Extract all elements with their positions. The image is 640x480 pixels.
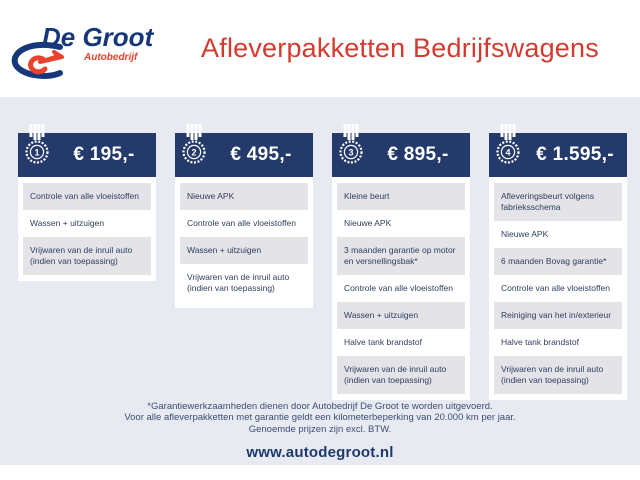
package-item: Afleveringsbeurt volgens fabrieksschema <box>494 183 622 221</box>
package-cards <box>0 133 640 400</box>
package-body <box>489 177 627 400</box>
package-item: Kleine beurt <box>337 183 465 210</box>
package-card-3 <box>332 133 470 400</box>
package-card-4 <box>489 133 627 400</box>
footer-note-line: Voor alle afleverpakketten met garantie geldt een kilometerbeperking van 20.000 km per jaar. <box>124 412 516 423</box>
svg-text:4: 4 <box>505 147 511 158</box>
package-item: Controle van alle vloeistoffen <box>494 275 622 302</box>
package-item: Vrijwaren van de inruil auto (indien van toepassing) <box>494 356 622 394</box>
website-link[interactable]: www.autodegroot.nl <box>246 444 394 461</box>
svg-text:2: 2 <box>191 147 197 158</box>
medal-icon <box>337 124 367 171</box>
svg-text:3: 3 <box>348 147 354 158</box>
package-item: Controle van alle vloeistoffen <box>180 210 308 237</box>
package-item: Nieuwe APK <box>494 221 622 248</box>
package-header <box>175 133 313 177</box>
package-item: Nieuwe APK <box>180 183 308 210</box>
package-item: Halve tank brandstof <box>337 329 465 356</box>
medal-icon <box>180 124 210 171</box>
package-item: Controle van alle vloeistoffen <box>337 275 465 302</box>
package-item: Halve tank brandstof <box>494 329 622 356</box>
package-item: Vrijwaren van de inruil auto (indien van toepassing) <box>337 356 465 394</box>
package-body <box>332 177 470 400</box>
package-header <box>18 133 156 177</box>
package-body <box>18 177 156 281</box>
logo-subtitle: Autobedrijf <box>84 51 138 63</box>
package-item: Reiniging van het in/exterieur <box>494 302 622 329</box>
page-title: Afleverpakketten Bedrijfswagens <box>201 33 599 63</box>
package-card-2 <box>175 133 313 308</box>
footer <box>0 401 640 462</box>
package-price: € 895,- <box>387 144 449 165</box>
package-item: Vrijwaren van de inruil auto (indien van toepassing) <box>180 264 308 302</box>
svg-text:1: 1 <box>34 147 40 158</box>
package-item: Controle van alle vloeistoffen <box>23 183 151 210</box>
company-logo <box>0 14 160 84</box>
package-item: Nieuwe APK <box>337 210 465 237</box>
footer-notes <box>0 401 640 436</box>
page-header <box>0 0 640 97</box>
package-price: € 1.595,- <box>536 144 614 165</box>
package-item: Wassen + uitzuigen <box>337 302 465 329</box>
package-item: 3 maanden garantie op motor en versnellingsbak* <box>337 237 465 275</box>
footer-note-line: Genoemde prijzen zijn excl. BTW. <box>248 423 392 435</box>
footer-note-line: *Garantiewerkzaamheden dienen door Autobedrijf De Groot te worden uitgevoerd. <box>147 400 493 412</box>
package-price: € 495,- <box>230 144 292 165</box>
package-item: Wassen + uitzuigen <box>23 210 151 237</box>
logo-name: De Groot <box>42 21 154 52</box>
medal-icon <box>23 124 53 171</box>
package-body <box>175 177 313 308</box>
package-header <box>489 133 627 177</box>
content-band <box>0 97 640 465</box>
package-header <box>332 133 470 177</box>
medal-icon <box>494 124 524 171</box>
package-item: Vrijwaren van de inruil auto (indien van toepassing) <box>23 237 151 275</box>
package-item: Wassen + uitzuigen <box>180 237 308 264</box>
package-card-1 <box>18 133 156 281</box>
package-item: 6 maanden Bovag garantie* <box>494 248 622 275</box>
package-price: € 195,- <box>73 144 135 165</box>
